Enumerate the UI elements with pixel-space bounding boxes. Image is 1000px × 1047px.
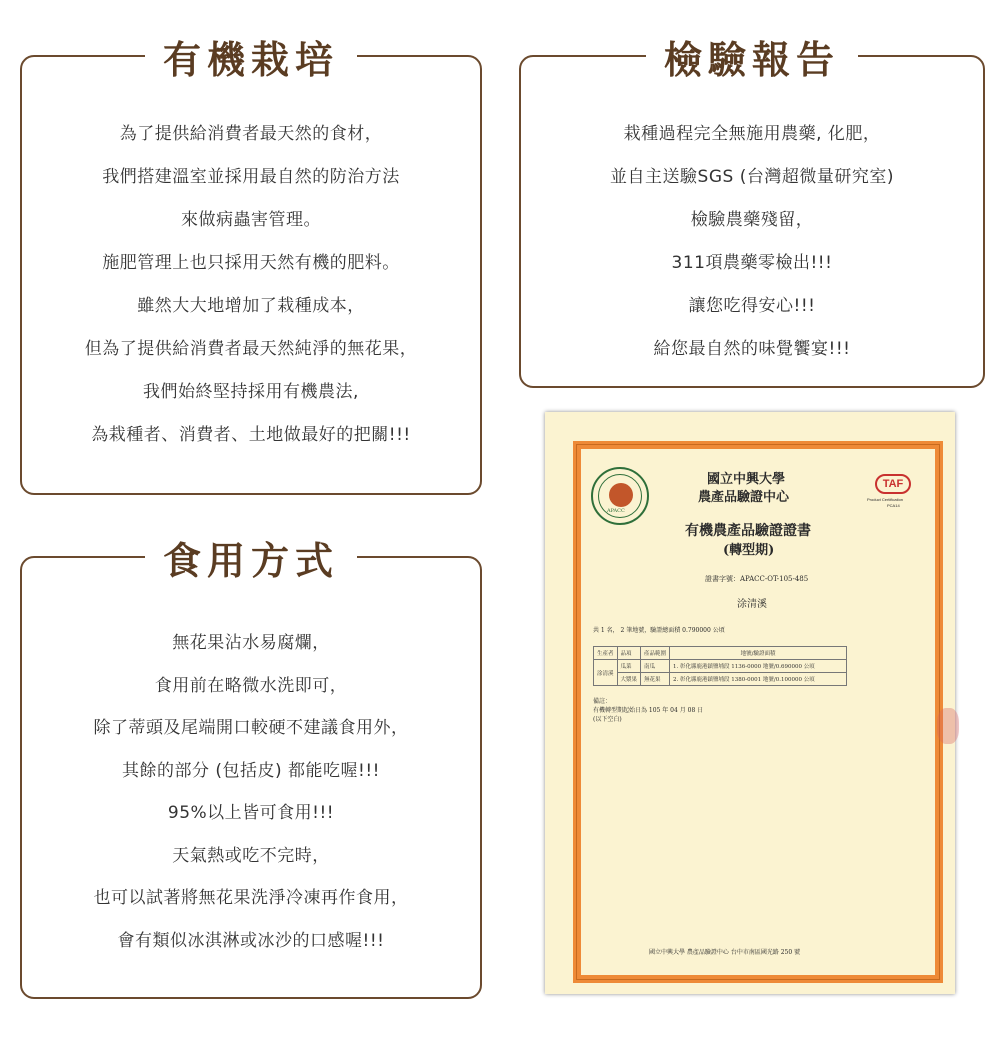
organic-line: 我們搭建溫室並採用最自然的防治方法: [102, 167, 400, 187]
report-line: 檢驗農藥殘留，: [690, 210, 814, 230]
certificate-image: [545, 412, 955, 994]
table-cell: 大漿果: [617, 673, 641, 686]
organic-line: 施肥管理上也只採用天然有機的肥料。: [102, 253, 400, 273]
table-header: 產品範圍: [641, 647, 670, 660]
usage-line: 其餘的部分 (包括皮) 都能吃喔!!!: [121, 760, 381, 781]
cert-note-2: (以下空白): [593, 716, 622, 723]
cert-note-label: 備註：: [593, 698, 612, 705]
report-title: 檢驗報告: [646, 37, 858, 82]
usage-line: 95%以上皆可食用!!!: [167, 803, 335, 823]
table-header: 品項: [617, 647, 641, 660]
cert-footer: 國立中興大學 農產品驗證中心 台中市南區國光路 250 號: [649, 949, 801, 956]
organic-line: 為了提供給消費者最天然的食材，: [119, 124, 383, 144]
cert-holder: 涂清溪: [737, 599, 767, 610]
report-line: 並自主送驗SGS (台灣超微量研究室): [610, 167, 894, 187]
report-panel: [519, 37, 985, 388]
table-row: [594, 660, 847, 673]
cert-org-line2: 農產品驗證中心: [698, 490, 790, 505]
usage-line: 天氣熱或吃不完時，: [172, 845, 330, 866]
report-line: 栽種過程完全無施用農藥, 化肥，: [623, 124, 881, 144]
organic-line: 雖然大大地增加了栽種成本，: [137, 296, 365, 316]
table-header: 生產者: [594, 647, 618, 660]
table-cell: 涂清溪: [594, 660, 618, 686]
organic-panel: [20, 37, 482, 495]
usage-line: 無花果沾水易腐爛，: [172, 633, 330, 653]
organic-text: [22, 113, 480, 457]
cert-number: 證書字號：APACC-OT-105-485: [705, 575, 809, 583]
usage-text: [22, 622, 480, 962]
organic-line: 但為了提供給消費者最天然純淨的無花果，: [84, 339, 418, 359]
cert-note-1: 有機轉型期起始日為 105 年 04 月 08 日: [593, 707, 704, 714]
organic-line: 來做病蟲害管理。: [181, 210, 321, 230]
table-cell: 2. 彰化縣鹿港鎮鹽埔段 1380-0001 地號/0.100000 公頃: [670, 673, 847, 686]
cert-org-line1: 國立中興大學: [707, 472, 786, 487]
table-header: 地號/驗證面積: [670, 647, 847, 660]
taf-subtitle: Product Certification: [867, 497, 904, 502]
table-cell: 瓜菜: [617, 660, 641, 673]
report-line: 給您最自然的味覺饗宴!!!: [653, 339, 851, 359]
table-row: [594, 673, 847, 686]
usage-line: 食用前在略微水洗即可，: [154, 675, 348, 696]
usage-line: 也可以試著將無花果洗淨冷凍再作食用，: [93, 888, 409, 908]
cert-table: [593, 646, 847, 686]
usage-panel: [20, 538, 482, 999]
usage-title: 食用方式: [145, 538, 357, 583]
seal-text: APACC: [607, 508, 625, 514]
red-stamp-mark: [937, 708, 959, 744]
usage-line: 會有類似冰淇淋或冰沙的口感喔!!!: [117, 930, 385, 951]
table-cell: 南瓜: [641, 660, 670, 673]
organic-line: 為栽種者、消費者、土地做最好的把關!!!: [91, 425, 411, 445]
certification-seal-icon: [591, 467, 649, 525]
report-line: 讓您吃得安心!!!: [688, 296, 816, 316]
cert-summary: 共 1 名， 2 筆地號，驗證總面積 0.790000 公頃: [593, 627, 725, 634]
report-text: [521, 113, 983, 371]
organic-title: 有機栽培: [145, 37, 357, 82]
table-cell: 無花果: [641, 673, 670, 686]
table-cell: 1. 彰化縣鹿港鎮鹽埔段 1136-0000 地號/0.690000 公頃: [670, 660, 847, 673]
cert-doc-title: 有機農產品驗證證書: [685, 523, 811, 539]
cert-doc-subtitle: (轉型期): [723, 543, 775, 558]
usage-line: 除了蒂頭及尾端開口較硬不建議食用外，: [93, 718, 409, 738]
taf-logo-icon: TAF: [875, 474, 911, 494]
table-header-row: [594, 647, 847, 660]
report-line: 311項農藥零檢出!!!: [671, 253, 833, 273]
taf-code: PCA14: [887, 503, 900, 508]
organic-line: 我們始終堅持採用有機農法,: [143, 382, 359, 402]
